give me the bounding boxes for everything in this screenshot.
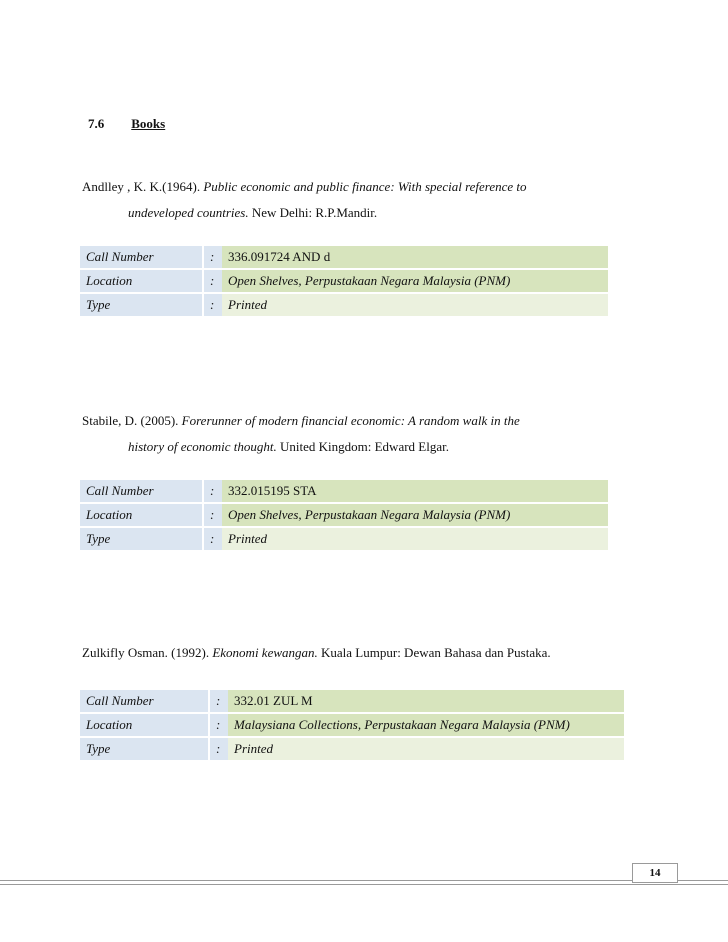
footer-rule — [0, 880, 728, 881]
section-number: 7.6 — [88, 116, 105, 131]
colon: : — [209, 737, 228, 761]
call-number-label: Call Number — [80, 480, 203, 503]
location-label: Location — [80, 269, 203, 293]
call-number-value: 336.091724 AND d — [222, 246, 604, 269]
type-label: Type — [80, 293, 203, 317]
colon: : — [203, 527, 222, 551]
call-number-value: 332.01 ZUL M — [228, 690, 620, 713]
colon: : — [209, 713, 228, 737]
colon: : — [203, 246, 222, 269]
table-row — [80, 246, 608, 269]
table-row — [80, 737, 624, 761]
reference-line — [82, 200, 642, 226]
reference-title: Public economic and public finance: With special reference to — [203, 179, 527, 194]
reference-publisher: Kuala Lumpur: Dewan Bahasa dan Pustaka. — [317, 645, 551, 660]
reference-title: Ekonomi kewangan. — [212, 645, 318, 660]
catalog-table-1 — [80, 246, 608, 318]
location-value: Open Shelves, Perpustakaan Negara Malaysia (PNM) — [222, 269, 604, 293]
type-label: Type — [80, 527, 203, 551]
call-number-label: Call Number — [80, 690, 209, 713]
footer-rule — [0, 884, 728, 885]
reference-3 — [82, 640, 682, 666]
reference-author: Andlley , K. K.(1964). — [82, 179, 204, 194]
colon: : — [203, 269, 222, 293]
reference-title-cont: history of economic thought. — [128, 439, 277, 454]
reference-title: Forerunner of modern financial economic: A random walk in the — [181, 413, 520, 428]
reference-author: Stabile, D. (2005). — [82, 413, 182, 428]
location-label: Location — [80, 503, 203, 527]
catalog-table-2 — [80, 480, 608, 552]
table-row — [80, 690, 624, 713]
table-row — [80, 480, 608, 503]
table-row — [80, 269, 608, 293]
table-row — [80, 527, 608, 551]
reference-line — [82, 408, 642, 434]
reference-author: Zulkifly Osman. (1992). — [82, 645, 213, 660]
type-value: Printed — [222, 293, 604, 317]
table-row — [80, 503, 608, 527]
colon: : — [203, 503, 222, 527]
colon: : — [203, 480, 222, 503]
reference-line — [82, 640, 682, 666]
table-row — [80, 293, 608, 317]
table-row — [80, 713, 624, 737]
type-value: Printed — [228, 737, 620, 761]
colon: : — [209, 690, 228, 713]
location-label: Location — [80, 713, 209, 737]
page-number: 14 — [632, 863, 678, 883]
reference-title-cont: undeveloped countries. — [128, 205, 249, 220]
reference-line — [82, 174, 642, 200]
reference-publisher: New Delhi: R.P.Mandir. — [248, 205, 378, 220]
catalog-table-3 — [80, 690, 624, 762]
location-value: Open Shelves, Perpustakaan Negara Malaysia (PNM) — [222, 503, 604, 527]
call-number-label: Call Number — [80, 246, 203, 269]
colon: : — [203, 293, 222, 317]
section-heading — [88, 116, 165, 132]
reference-1 — [82, 174, 642, 226]
call-number-value: 332.015195 STA — [222, 480, 604, 503]
type-value: Printed — [222, 527, 604, 551]
type-label: Type — [80, 737, 209, 761]
location-value: Malaysiana Collections, Perpustakaan Negara Malaysia (PNM) — [228, 713, 620, 737]
reference-line — [82, 434, 642, 460]
reference-publisher: United Kingdom: Edward Elgar. — [276, 439, 449, 454]
reference-2 — [82, 408, 642, 460]
section-title: Books — [131, 116, 166, 131]
